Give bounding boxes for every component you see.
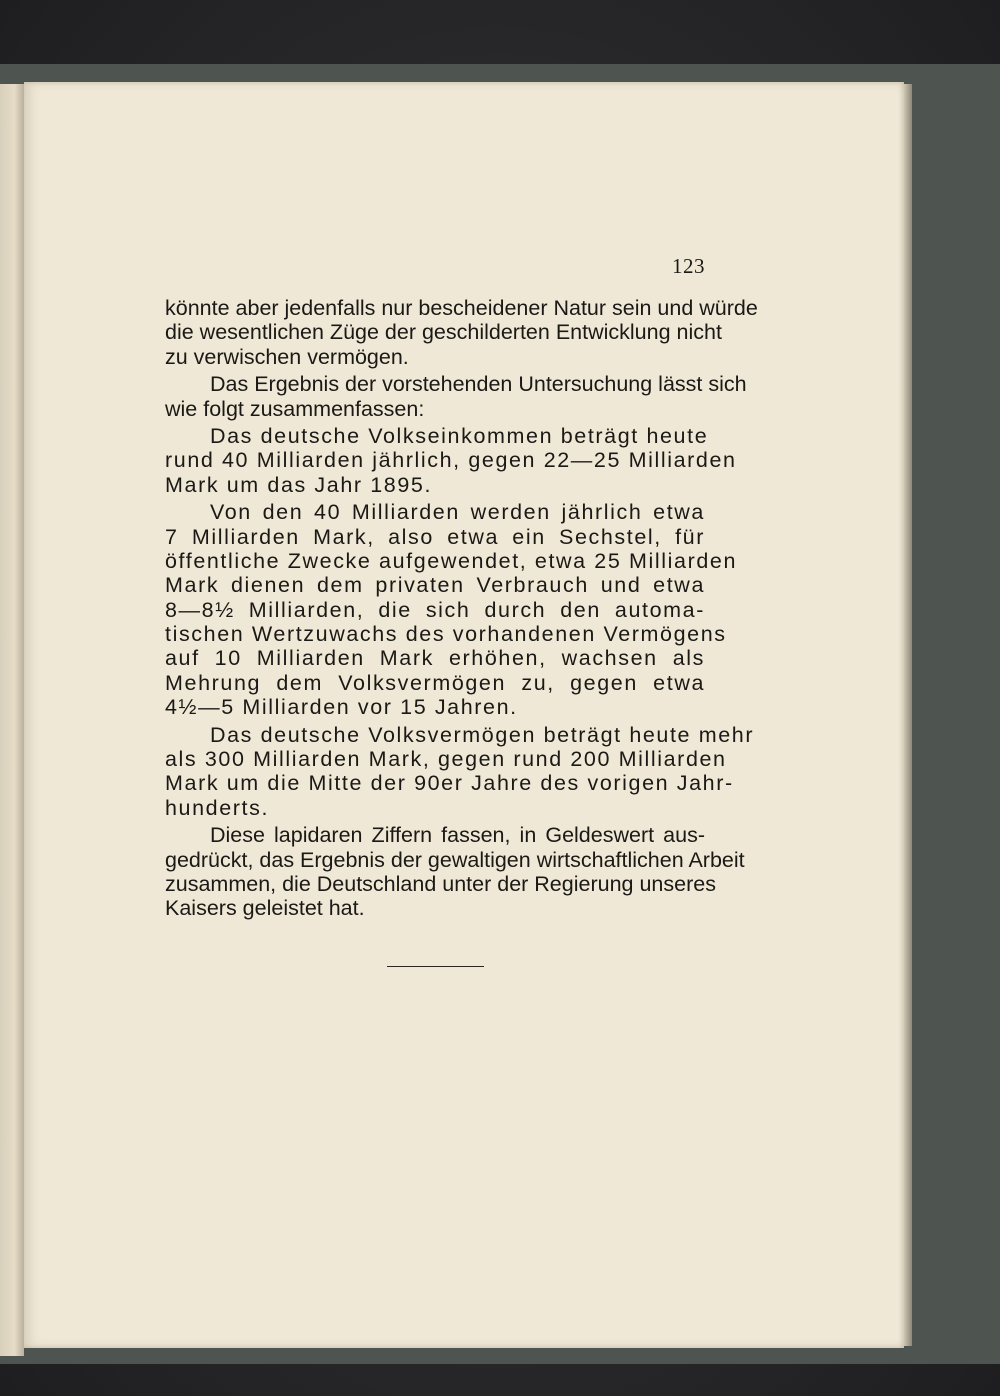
text-line: wie folgt zusammenfassen: bbox=[165, 396, 425, 421]
paragraph bbox=[165, 372, 747, 421]
text-line: zusammen, die Deutschland unter der Regierung unseres bbox=[165, 871, 716, 896]
page-right-edge bbox=[904, 84, 912, 1346]
text-line: Das Ergebnis der vorstehenden Untersuchung lässt sich bbox=[210, 372, 747, 397]
text-line: Diese lapidaren Ziffern fassen, in Geldeswert aus- bbox=[210, 823, 705, 848]
page-body-text bbox=[165, 296, 758, 921]
text-line: gedrückt, das Ergebnis der gewaltigen wirtschaftlichen Arbeit bbox=[165, 847, 745, 872]
text-line: Von den 40 Milliarden werden jährlich etwa bbox=[210, 500, 705, 525]
text-line: die wesentlichen Züge der geschilderten Entwicklung nicht bbox=[165, 320, 722, 345]
text-line: Mark um die Mitte der 90er Jahre des vorigen Jahr- bbox=[165, 771, 734, 796]
paragraph bbox=[165, 823, 745, 921]
text-line: Mehrung dem Volksvermögen zu, gegen etwa bbox=[165, 670, 705, 695]
text-line: Das deutsche Volkseinkommen beträgt heute bbox=[210, 423, 709, 448]
text-line: öffentliche Zwecke aufgewendet, etwa 25 Milliarden bbox=[165, 548, 738, 573]
text-line: hunderts. bbox=[165, 795, 270, 820]
previous-page-edge bbox=[0, 84, 24, 1356]
text-line: Mark um das Jahr 1895. bbox=[165, 472, 433, 497]
text-line: Mark dienen dem privaten Verbrauch und etwa bbox=[165, 573, 705, 598]
text-line: rund 40 Milliarden jährlich, gegen 22—25 Milliarden bbox=[165, 448, 737, 473]
text-line: könnte aber jedenfalls nur bescheidener Natur sein und würde bbox=[165, 296, 758, 320]
text-line: Das deutsche Volksvermögen beträgt heute mehr bbox=[210, 722, 755, 747]
paragraph bbox=[165, 296, 758, 369]
text-line: 7 Milliarden Mark, also etwa ein Sechstel, für bbox=[165, 524, 705, 549]
text-line: als 300 Milliarden Mark, gegen rund 200 Milliarden bbox=[165, 747, 727, 772]
paragraph bbox=[165, 722, 755, 821]
text-line: zu verwischen vermögen. bbox=[165, 344, 409, 369]
paragraph bbox=[165, 500, 738, 720]
text-line: 4½—5 Milliarden vor 15 Jahren. bbox=[165, 695, 518, 720]
section-end-rule bbox=[387, 966, 484, 967]
text-line: auf 10 Milliarden Mark erhöhen, wachsen als bbox=[165, 646, 705, 671]
text-line: tischen Wertzuwachs des vorhandenen Vermögens bbox=[165, 622, 727, 647]
paragraph bbox=[165, 423, 737, 497]
text-line: Kaisers geleistet hat. bbox=[165, 896, 365, 921]
text-line: 8—8½ Milliarden, die sich durch den automa- bbox=[165, 597, 705, 622]
page-number: 123 bbox=[672, 254, 705, 278]
